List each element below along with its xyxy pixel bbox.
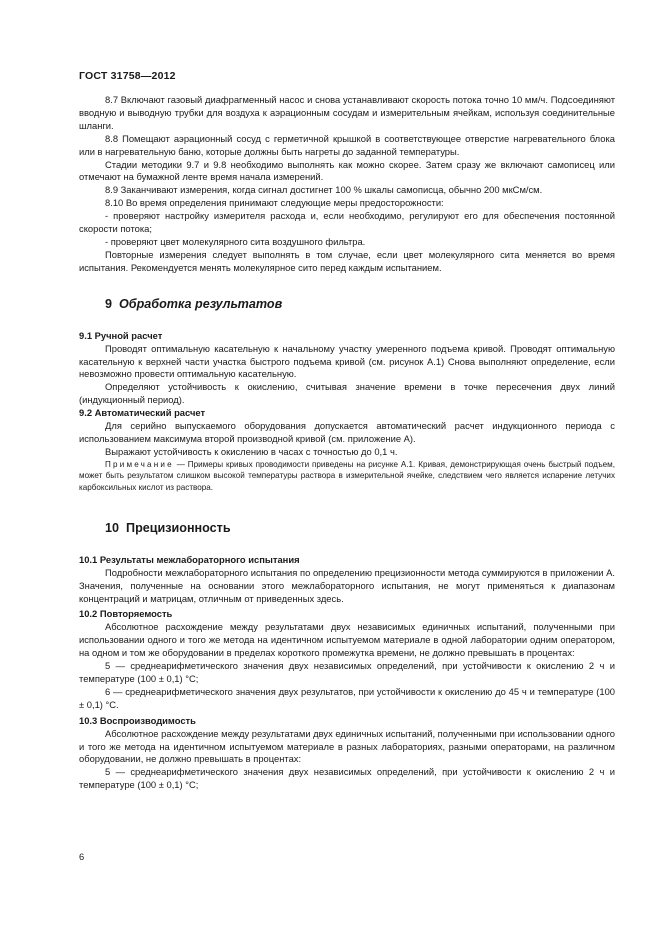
- precaution-item-1: - проверяют настройку измерителя расхода и, если необходимо, регулируют его для обеспечения постоянной скорости потока;: [79, 210, 615, 235]
- note-label: Примечание: [105, 459, 174, 469]
- note-block: [79, 459, 615, 494]
- section-10-title: Прецизионность: [126, 520, 231, 535]
- document-header: ГОСТ 31758—2012: [79, 70, 176, 82]
- section-10-number: 10: [105, 520, 120, 535]
- paragraph-10-3-b: 5 — среднеарифметического значения двух независимых определений, при устойчивости к окислению 2 ч и температуре (100 ± 0,1) °С;: [79, 766, 615, 791]
- section-9-title: Обработка результатов: [119, 296, 283, 311]
- section-9-heading: [105, 296, 615, 312]
- paragraph-10-3-a: Абсолютное расхождение между результатами двух единичных испытаний, полученными при использовании одного и того же метода на идентичном испытуемом материале в разных лабораториях, разными операторами, на различном оборудовании, не должно превышать в процентах:: [79, 727, 615, 765]
- paragraph-9-1-b: Определяют устойчивость к окислению, считывая значение времени в точке пересечения двух линий (индукционный период).: [79, 381, 615, 406]
- paragraph-8-9: 8.9 Заканчивают измерения, когда сигнал достигнет 100 % шкалы самописца, обычно 200 мкСм/см.: [105, 184, 543, 196]
- paragraph-stages-note: Стадии методики 9.7 и 9.8 необходимо выполнять как можно скорее. Затем сразу же включают самописец или отмечают на бумажной ленте время начала измерений.: [79, 158, 615, 183]
- page-content: [79, 94, 615, 792]
- subsection-10-2-title: 10.2 Повторяемость: [79, 608, 173, 620]
- paragraph-10-1-a: Подробности межлабораторного испытания по определению прецизионности метода суммируются в приложении А. Значения, полученные на основании этого межлабораторного испытания, не могут применяться к диапазонам концентраций и матрицам, отличным от приведенных здесь.: [79, 566, 615, 604]
- note-text: — Примеры кривых проводимости приведены на рисунке А.1. Кривая, демонстрирующая очень быстрый подъем, может быть результатом слишком высокой температуры раствора в измерительной ячейке, следствием чего является испарение летучих карбоксильных кислот из раствора.: [79, 459, 615, 493]
- section-9-number: 9: [105, 296, 113, 311]
- paragraph-8-10: 8.10 Во время определения принимают следующие меры предосторожности:: [105, 197, 444, 209]
- paragraph-repeat-measurements: Повторные измерения следует выполнять в том случае, если цвет молекулярного сита меняется во время испытания. Рекомендуется менять молекулярное сито перед каждым испытанием.: [79, 248, 615, 273]
- section-10-heading: [105, 520, 615, 536]
- subsection-9-2-title: 9.2 Автоматический расчет: [79, 407, 206, 419]
- paragraph-10-2-a: Абсолютное расхождение между результатами двух независимых единичных испытаний, полученными при использовании одного и того же метода на идентичном испытуемом материале в одной лаборатории одним оператором, на одном и том же оборудовании в пределах короткого промежутка времени, не должно превышать в процентах:: [79, 621, 615, 659]
- paragraph-8-7: 8.7 Включают газовый диафрагменный насос и снова устанавливают скорость потока точно 10 мм/ч. Подсоединяют вводную и выводную трубки для воздуха к аэрационным сосудам и измерительным ячейкам, используя соединительные шланги.: [79, 94, 615, 131]
- subsection-10-3-title: 10.3 Воспроизводимость: [79, 714, 196, 726]
- paragraph-10-2-b: 5 — среднеарифметического значения двух независимых определений, при устойчивости к окислению 2 ч и температуре (100 ± 0,1) °С;: [79, 660, 615, 685]
- subsection-9-1-title: 9.1 Ручной расчет: [79, 329, 163, 341]
- paragraph-10-2-c: 6 — среднеарифметического значения двух результатов, при устойчивости к окислению до 45 ч и температуре (100 ± 0,1) °С.: [79, 685, 615, 710]
- subsection-10-1-title: 10.1 Результаты межлабораторного испытания: [79, 553, 300, 565]
- page-number: 6: [79, 851, 85, 862]
- paragraph-9-2-a: Для серийно выпускаемого оборудования допускается автоматический расчет индукционного периода с использованием максимума второй производной кривой (см. приложение А).: [79, 420, 615, 444]
- precaution-item-2: - проверяют цвет молекулярного сита воздушного фильтра.: [105, 235, 366, 247]
- paragraph-8-8: 8.8 Помещают аэрационный сосуд с герметичной крышкой в соответствующее отверстие нагревательного блока или в нагревательную баню, которые должны быть нагреты до заданной температуры.: [79, 132, 615, 157]
- paragraph-9-2-b: Выражают устойчивость к окислению в часах с точностью до 0,1 ч.: [105, 445, 398, 457]
- paragraph-9-1-a: Проводят оптимальную касательную к начальному участку умеренного подъема кривой. Проводят оптимальную касательную к верхней части участка быстрого подъема кривой (см. рисунок А.1) Снова выполняют определение, если невозможно провести оптимальную касательную.: [79, 342, 615, 380]
